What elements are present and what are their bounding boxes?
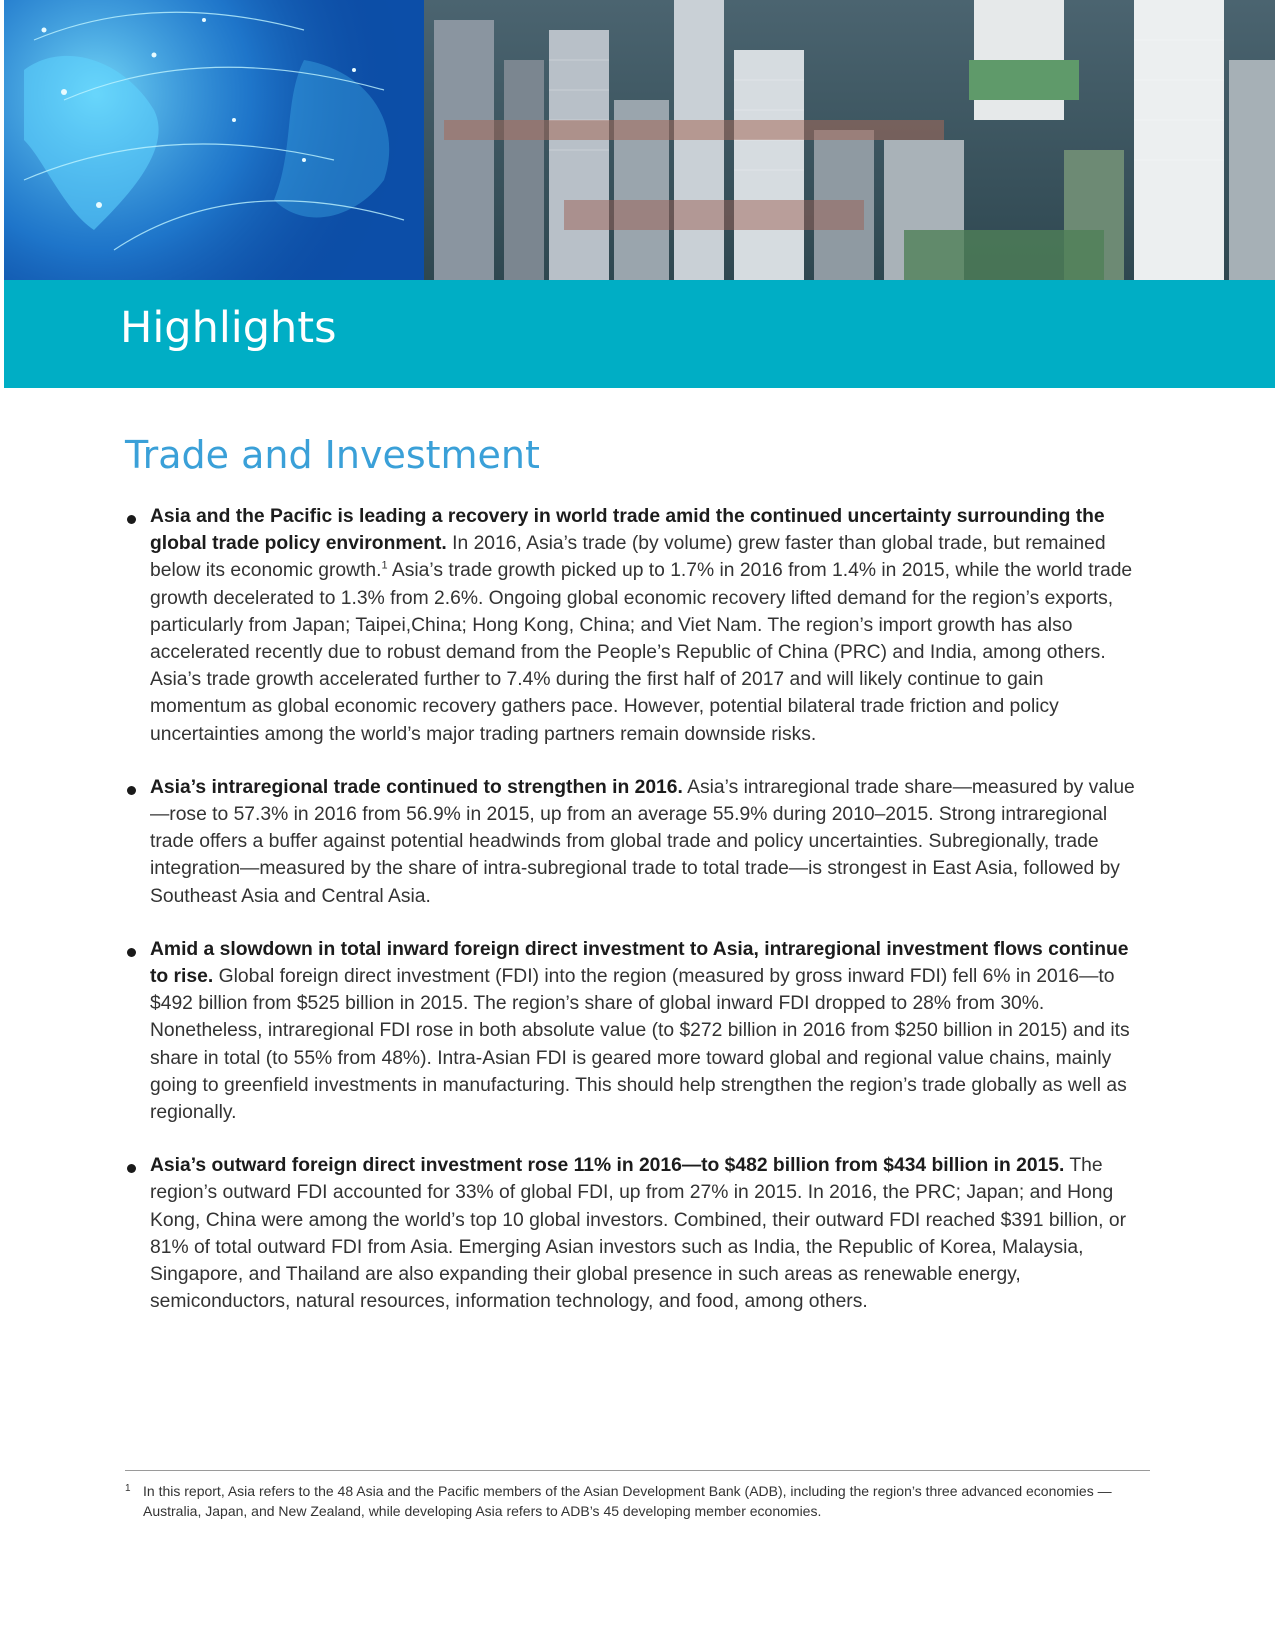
bullet-body: In 2016, Asia’s trade (by volume) grew faster than global trade, but remained below its economic growth. bbox=[150, 533, 1106, 582]
footnote-ref[interactable]: 1 bbox=[381, 559, 388, 572]
bullet-icon bbox=[127, 948, 136, 957]
bullet-icon bbox=[127, 786, 136, 795]
bullet-icon bbox=[127, 1164, 136, 1173]
hero-image bbox=[4, 0, 1275, 280]
page-title: Highlights bbox=[120, 303, 337, 353]
list-item bbox=[125, 936, 1145, 1126]
footnote-number: 1 bbox=[125, 1483, 131, 1494]
list-item bbox=[125, 774, 1145, 910]
list-item bbox=[125, 1152, 1145, 1315]
bullet-body: The region’s outward FDI accounted for 33% of global FDI, up from 27% in 2015. In 2016, the PRC; Japan; and Hong Kong, China were among the world’s top 10 global investors. Combined, their outward FDI reached $391 billion, or 81% of total outward FDI from Asia. Emerging Asian investors such as India, the Republic of Korea, Malaysia, Singapore, and Thailand are also expanding their global presence in such areas as renewable energy, semiconductors, natural resources, information technology, and food, among others. bbox=[150, 1155, 1127, 1313]
bullet-body: Global foreign direct investment (FDI) into the region (measured by gross inward FDI) fell 6% in 2016—to $492 billion from $525 billion in 2015. The region’s share of global inward FDI dropped to 28% from 30%. Nonetheless, intraregional FDI rose in both absolute value (to $272 billion in 2016 from $250 billion in 2015) and its share in total (to 55% from 48%). Intra-Asian FDI is geared more toward global and regional value chains, mainly going to greenfield investments in manufacturing. This should help strengthen the region’s trade globally as well as regionally. bbox=[150, 966, 1130, 1124]
bullet-icon bbox=[127, 515, 136, 524]
hero-illustration bbox=[4, 0, 1275, 280]
bullet-lead: Asia and the Pacific is leading a recovery in world trade amid the continued uncertainty surrounding the global trade policy environment. bbox=[150, 506, 1105, 555]
highlights-list bbox=[125, 503, 1145, 1315]
bullet-body: Asia’s intraregional trade share—measured by value—rose to 57.3% in 2016 from 56.9% in 2015, up from an average 55.9% during 2010–2015. Strong intraregional trade offers a buffer against potential headwinds from global trade and policy uncertainties. Subregionally, trade integration—measured by the share of intra-subregional trade to total trade—is strongest in East Asia, followed by Southeast Asia and Central Asia. bbox=[150, 776, 1135, 907]
list-item bbox=[125, 503, 1145, 748]
footnote bbox=[125, 1481, 1155, 1521]
footnote-divider bbox=[125, 1470, 1150, 1471]
bullet-lead: Asia’s outward foreign direct investment rose 11% in 2016—to $482 billion from $434 billion in 2015. bbox=[150, 1155, 1065, 1177]
footnote-text: In this report, Asia refers to the 48 Asia and the Pacific members of the Asian Development Bank (ADB), including the region’s three advanced economies —Australia, Japan, and New Zealand, while developing Asia refers to ADB’s 45 developing member economies. bbox=[143, 1483, 1112, 1519]
bullet-body: Asia’s trade growth picked up to 1.7% in 2016 from 1.4% in 2015, while the world trade growth decelerated to 1.3% from 2.6%. Ongoing global economic recovery lifted demand for the region’s exports, particularly from Japan; Taipei,China; Hong Kong, China; and Viet Nam. The region’s import growth has also accelerated recently due to robust demand from the People’s Republic of China (PRC) and India, among others. Asia’s trade growth accelerated further to 7.4% during the first half of 2017 and will likely continue to gain momentum as global economic recovery gathers pace. However, potential bilateral trade friction and policy uncertainties among the world’s major trading partners remain downside risks. bbox=[150, 560, 1133, 745]
bullet-lead: Asia’s intraregional trade continued to strengthen in 2016. bbox=[150, 776, 683, 798]
bullet-lead: Amid a slowdown in total inward foreign direct investment to Asia, intraregional investment flows continue to rise. bbox=[150, 938, 1129, 988]
section-title: Trade and Investment bbox=[125, 433, 540, 477]
